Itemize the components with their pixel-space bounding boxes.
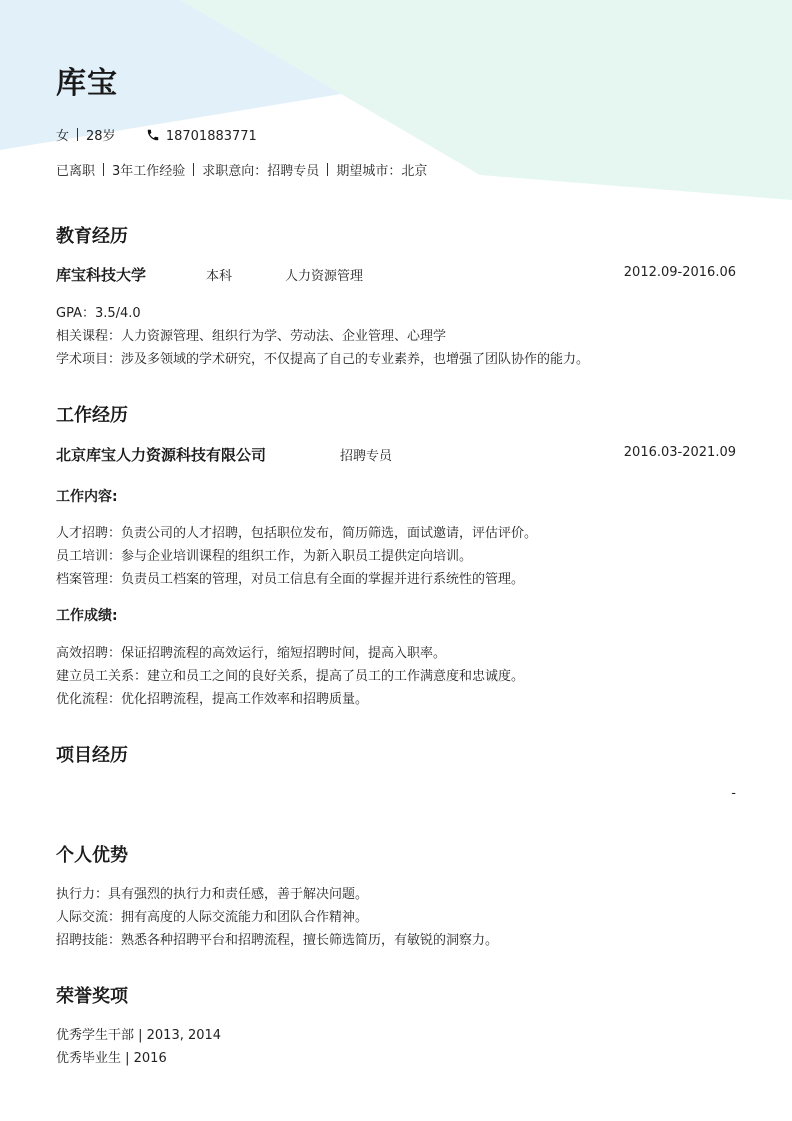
honor-line: 优秀毕业生 | 2016 (56, 1051, 167, 1066)
work-content-line: 人才招聘：负责公司的人才招聘，包括职位发布，简历筛选，面试邀请，评估评价。 (56, 526, 538, 541)
section-title-work: 工作经历 (56, 405, 128, 426)
job-role: 招聘专员 (340, 449, 393, 464)
achievement-line: 建立员工关系：建立和员工之间的良好关系，提高了员工的工作满意度和忠诚度。 (56, 669, 525, 684)
work-experience: 3年工作经验 (112, 164, 186, 179)
achievement-line: 高效招聘：保证招聘流程的高效运行，缩短招聘时间，提高入职率。 (56, 646, 447, 661)
job-info-row (56, 160, 427, 179)
divider (327, 163, 328, 176)
phone-icon (146, 128, 160, 142)
section-title-honors: 荣誉奖项 (56, 986, 128, 1007)
education-line: 学术项目：涉及多领域的学术研究，不仅提高了自己的专业素养，也增强了团队协作的能力。 (56, 352, 590, 367)
education-dates: 2012.09-2016.06 (623, 265, 736, 280)
major: 人力资源管理 (285, 269, 364, 284)
education-line: 相关课程：人力资源管理、组织行为学、劳动法、企业管理、心理学 (56, 329, 447, 344)
section-title-strengths: 个人优势 (56, 845, 128, 866)
honor-line: 优秀学生干部 | 2013, 2014 (56, 1028, 222, 1043)
achievement-line: 优化流程：优化招聘流程，提高工作效率和招聘质量。 (56, 692, 369, 707)
strength-line: 招聘技能：熟悉各种招聘平台和招聘流程，擅长筛选简历，有敏锐的洞察力。 (56, 933, 499, 948)
work-achievement-title: 工作成绩: (56, 608, 118, 624)
basic-info-row (56, 125, 257, 144)
project-placeholder-dash: - (731, 786, 736, 801)
strength-line: 执行力：具有强烈的执行力和责任感，善于解决问题。 (56, 887, 369, 902)
gender: 女 (56, 129, 70, 144)
employment-status: 已离职 (56, 164, 96, 179)
work-content-line: 员工培训：参与企业培训课程的组织工作，为新入职员工提供定向培训。 (56, 549, 473, 564)
work-content-title: 工作内容: (56, 489, 118, 505)
section-title-projects: 项目经历 (56, 745, 128, 766)
age: 28岁 (86, 129, 116, 144)
work-content-line: 档案管理：负责员工档案的管理，对员工信息有全面的掌握并进行系统性的管理。 (56, 572, 525, 587)
strength-line: 人际交流：拥有高度的人际交流能力和团队合作精神。 (56, 910, 369, 925)
company-name: 北京库宝人力资源科技有限公司 (56, 446, 267, 464)
candidate-name: 库宝 (56, 66, 118, 101)
divider (103, 163, 104, 176)
expected-city: 期望城市：北京 (336, 164, 428, 179)
work-dates: 2016.03-2021.09 (623, 445, 736, 460)
section-title-education: 教育经历 (56, 226, 128, 247)
divider (193, 163, 194, 176)
phone-number: 18701883771 (165, 129, 257, 144)
degree: 本科 (206, 269, 233, 284)
education-line: GPA：3.5/4.0 (56, 306, 141, 321)
job-intent: 求职意向：招聘专员 (202, 164, 320, 179)
divider (77, 128, 78, 141)
school-name: 库宝科技大学 (56, 266, 147, 284)
